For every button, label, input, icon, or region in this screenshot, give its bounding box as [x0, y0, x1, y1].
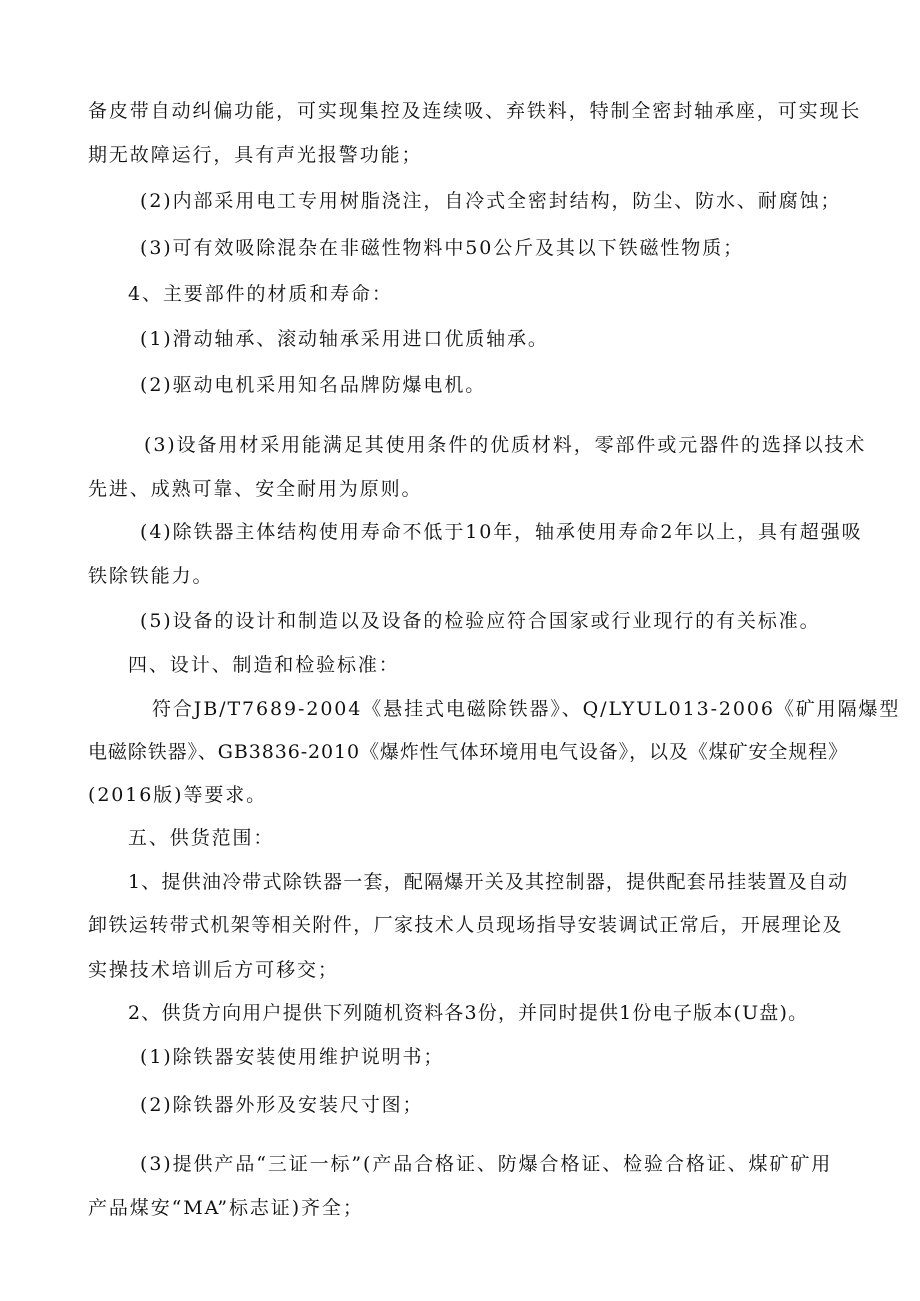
- text-line: 期无故障运行，具有声光报警功能；: [88, 144, 423, 166]
- text-line: (5)设备的设计和制造以及设备的检验应符合国家或行业现行的有关标准。: [140, 610, 821, 632]
- text-line: 实操技术培训后方可移交；: [88, 959, 339, 981]
- text-line: (2016版)等要求。: [88, 784, 268, 806]
- text-line: 产品煤安“MA”标志证)齐全；: [88, 1197, 364, 1219]
- text-line: 符合JB/T7689-2004《悬挂式电磁除铁器》、Q/LYUL013-2006《矿用隔爆型: [152, 698, 901, 720]
- text-line: (1)除铁器安装使用维护说明书；: [140, 1046, 445, 1068]
- text-line: (3)可有效吸除混杂在非磁性物料中50公斤及其以下铁磁性物质；: [140, 237, 744, 259]
- text-line: 电磁除铁器》、GB3836-2010《爆炸性气体环境用电气设备》，以及《煤矿安全规程》: [88, 741, 848, 763]
- text-line: (3)提供产品“三证一标”(产品合格证、防爆合格证、检验合格证、煤矿矿用: [140, 1153, 833, 1175]
- section-heading: 五、供货范围：: [128, 827, 275, 849]
- text-line: 先进、成熟可靠、安全耐用为原则。: [88, 478, 423, 500]
- text-line: 备皮带自动纠偏功能，可实现集控及连续吸、弃铁料，特制全密封轴承座，可实现长: [88, 100, 862, 122]
- text-line: (3)设备用材采用能满足其使用条件的优质材料，零部件或元器件的选择以技术: [144, 434, 867, 456]
- text-line: (2)除铁器外形及安装尺寸图；: [140, 1094, 424, 1116]
- text-line: 2、供货方向用户提供下列随机资料各3份，并同时提供1份电子版本(U盘)。: [128, 1002, 809, 1024]
- text-line: 卸铁运转带式机架等相关附件，厂家技术人员现场指导安装调试正常后，开展理论及: [88, 914, 843, 936]
- text-line: 铁除铁能力。: [88, 565, 214, 587]
- text-line: (2)驱动电机采用知名品牌防爆电机。: [140, 374, 487, 396]
- text-line: (4)除铁器主体结构使用寿命不低于10年，轴承使用寿命2年以上，具有超强吸: [140, 521, 863, 543]
- text-line: (2)内部采用电工专用树脂浇注，自冷式全密封结构，防尘、防水、耐腐蚀；: [140, 190, 842, 212]
- text-line: (1)滑动轴承、滚动轴承采用进口优质轴承。: [140, 328, 549, 350]
- text-line: 1、提供油冷带式除铁器一套，配隔爆开关及其控制器，提供配套吊挂装置及自动: [128, 871, 849, 893]
- section-heading: 四、设计、制造和检验标准：: [128, 654, 400, 676]
- section-heading: 4、主要部件的材质和寿命：: [128, 283, 393, 305]
